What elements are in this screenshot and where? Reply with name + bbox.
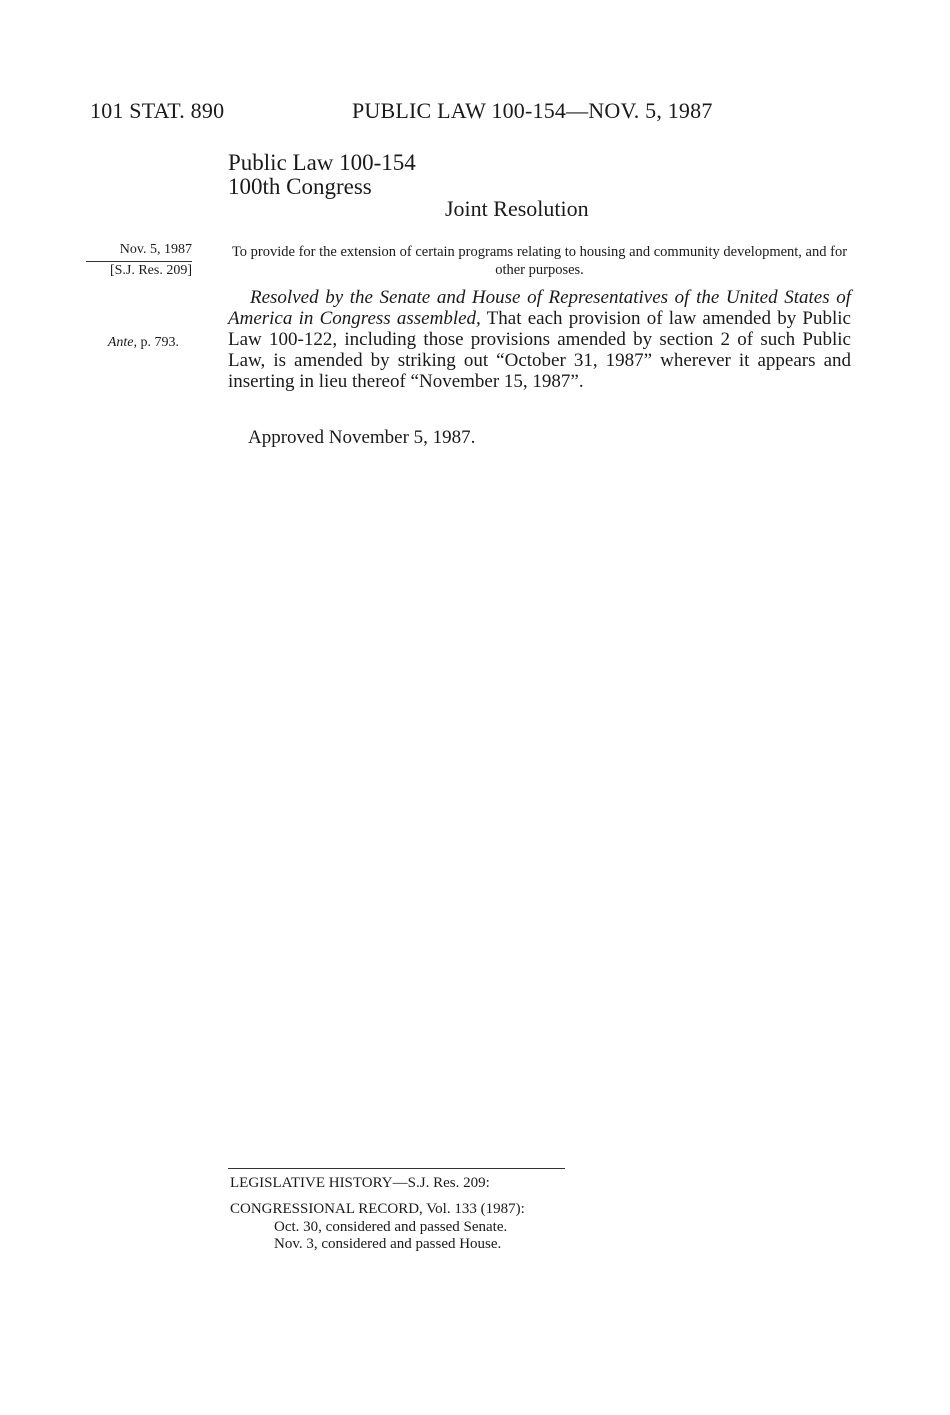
approval-date: Approved November 5, 1987. — [248, 427, 476, 448]
purpose-statement: To provide for the extension of certain programs relating to housing and community development, and for other purposes. — [231, 244, 848, 278]
page-stat-number: 101 STAT. 890 — [90, 98, 225, 123]
law-title: Public Law 100-154 — [228, 150, 416, 175]
document-type: Joint Resolution — [445, 196, 589, 221]
margin-divider — [86, 261, 192, 262]
running-header-title: PUBLIC LAW 100-154—NOV. 5, 1987 — [352, 98, 713, 123]
legislative-history-heading: LEGISLATIVE HISTORY—S.J. Res. 209: — [230, 1175, 490, 1191]
history-item: Oct. 30, considered and passed Senate. — [274, 1219, 508, 1235]
ante-prefix: Ante, — [107, 335, 137, 350]
history-item: Nov. 3, considered and passed House. — [274, 1236, 502, 1252]
congress-number: 100th Congress — [228, 174, 372, 199]
resolution-body — [228, 287, 851, 392]
enacting-clause: Resolved by the Senate and House of Representatives of the United States of America in Congress assembled, — [228, 287, 851, 329]
ante-page: p. 793. — [140, 335, 179, 350]
margin-bill-number: [S.J. Res. 209] — [109, 263, 192, 278]
congressional-record-heading: CONGRESSIONAL RECORD, Vol. 133 (1987): — [230, 1201, 525, 1217]
resolution-text: That each provision of law amended by Public Law 100-122, including those provisions amended by section 2 of such Public Law, is amended by striking out “October 31, 1987” wherever it appears and inserting in lieu thereof “November 15, 1987”. — [228, 308, 851, 392]
margin-cross-reference — [108, 335, 179, 351]
history-divider — [228, 1168, 565, 1169]
margin-date: Nov. 5, 1987 — [119, 242, 192, 257]
